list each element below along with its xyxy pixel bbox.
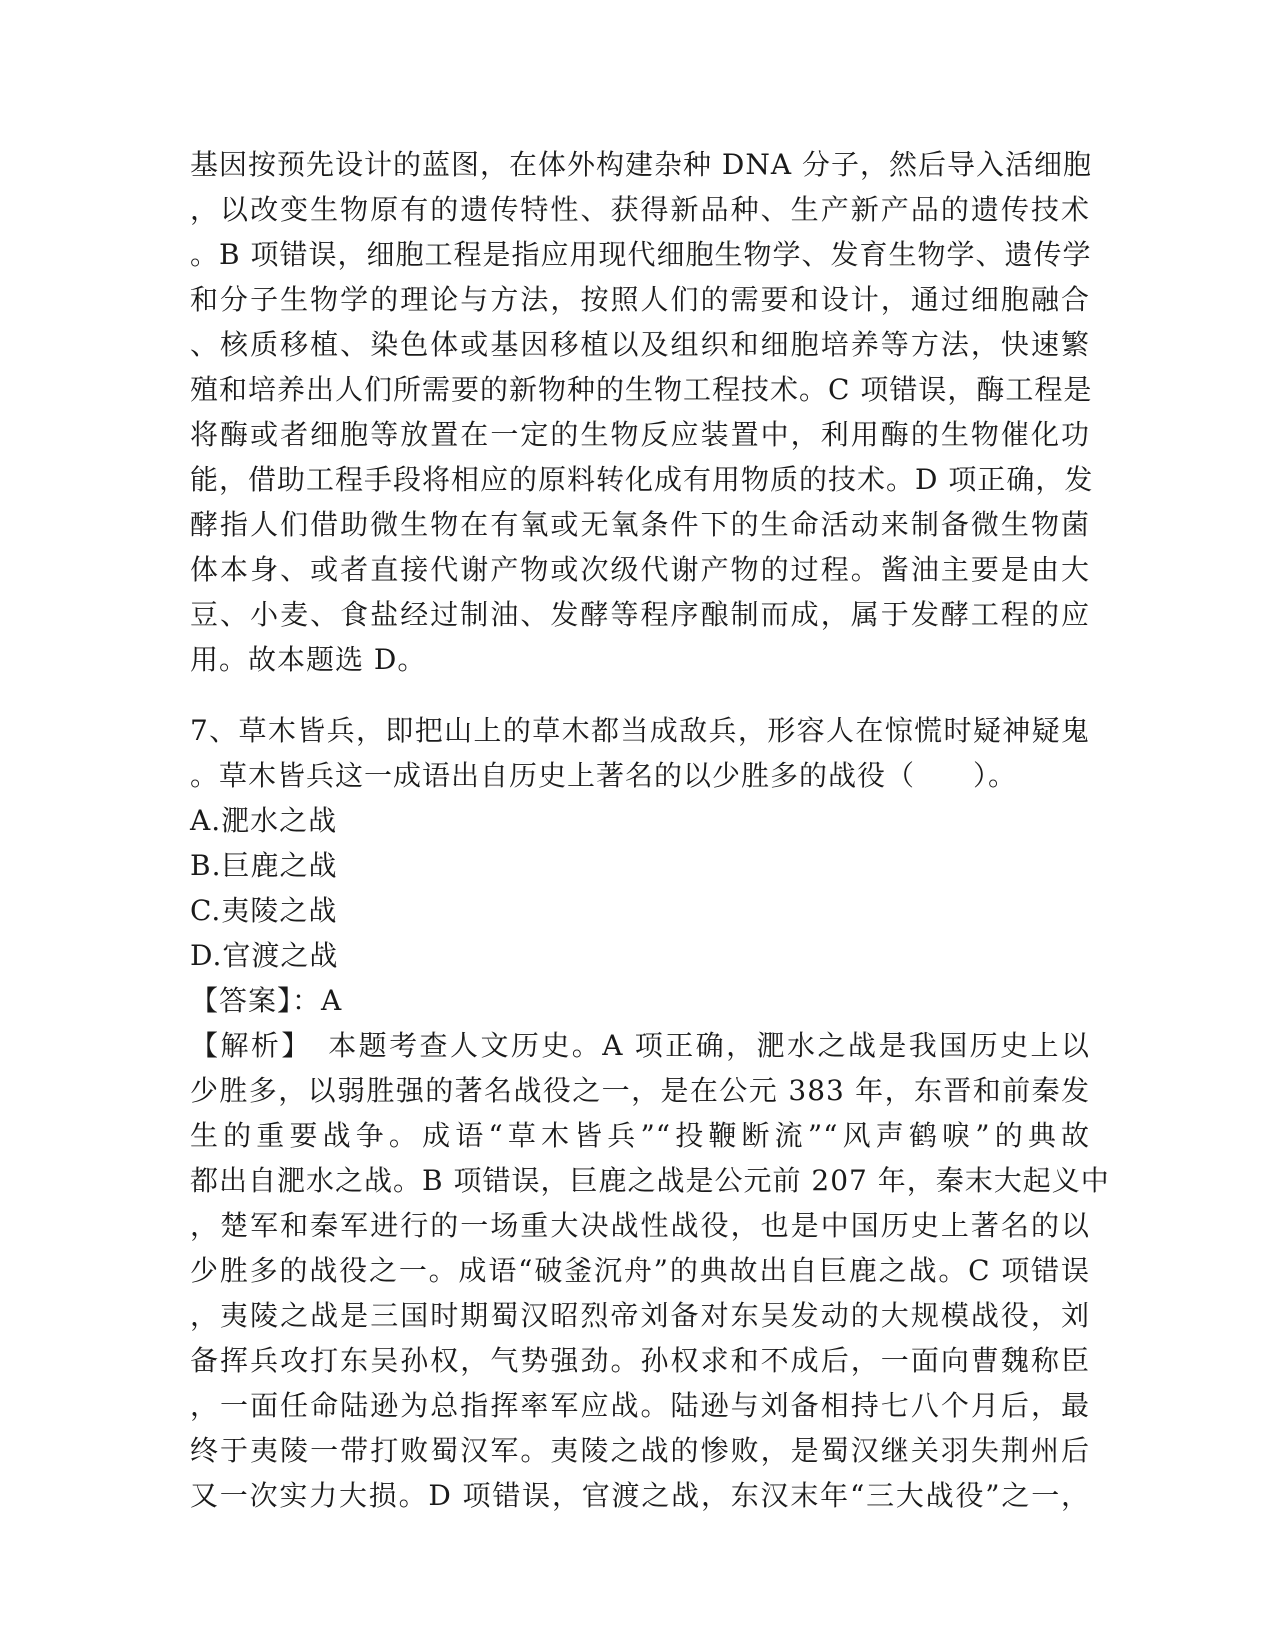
previous-analysis-continuation — [190, 142, 1094, 682]
analysis-line: ，楚军和秦军进行的一场重大决战性战役，也是中国历史上著名的以 — [190, 1209, 1090, 1242]
question-7 — [190, 708, 1110, 1518]
option-c: C.夷陵之战 — [190, 894, 338, 927]
text-line: 用。故本题选 D。 — [190, 643, 427, 676]
text-line: 将酶或者细胞等放置在一定的生物反应装置中，利用酶的生物催化功 — [190, 418, 1090, 451]
text-line: 和分子生物学的理论与方法，按照人们的需要和设计，通过细胞融合 — [190, 283, 1090, 316]
question-stem — [190, 708, 1090, 798]
analysis-line: ，夷陵之战是三国时期蜀汉昭烈帝刘备对东吴发动的大规模战役，刘 — [190, 1299, 1090, 1332]
text-line: 、核质移植、染色体或基因移植以及组织和细胞培养等方法，快速繁 — [190, 328, 1090, 361]
text-line: 酵指人们借助微生物在有氧或无氧条件下的生命活动来制备微生物菌 — [190, 508, 1090, 541]
analysis-line: ，一面任命陆逊为总指挥率军应战。陆逊与刘备相持七八个月后，最 — [190, 1389, 1090, 1422]
question-options — [190, 798, 1090, 978]
text-line: 能，借助工程手段将相应的原料转化成有用物质的技术。D 项正确，发 — [190, 463, 1094, 496]
option-d: D.官渡之战 — [190, 939, 339, 972]
text-line: 豆、小麦、食盐经过制油、发酵等程序酿制而成，属于发酵工程的应 — [190, 598, 1090, 631]
question-stem-line: 。草木皆兵这一成语出自历史上著名的以少胜多的战役（ ）。 — [190, 759, 1018, 792]
text-line: ，以改变生物原有的遗传特性、获得新品种、生产新产品的遗传技术 — [190, 193, 1090, 226]
question-stem-line: 7、草木皆兵，即把山上的草木都当成敌兵，形容人在惊慌时疑神疑鬼 — [190, 714, 1090, 747]
analysis-line: 都出自淝水之战。B 项错误，巨鹿之战是公元前 207 年，秦末大起义中 — [190, 1164, 1110, 1197]
analysis-line: 【解析】 本题考查人文历史。A 项正确，淝水之战是我国历史上以 — [190, 1029, 1090, 1062]
analysis-line: 生的重要战争。成语“草木皆兵”“投鞭断流”“风声鹤唳”的典故 — [190, 1119, 1090, 1152]
text-line: 。B 项错误，细胞工程是指应用现代细胞生物学、发育生物学、遗传学 — [190, 238, 1092, 271]
analysis-line: 又一次实力大损。D 项错误，官渡之战，东汉末年“三大战役”之一， — [190, 1479, 1090, 1512]
option-b: B.巨鹿之战 — [190, 849, 338, 882]
page-content — [190, 142, 1110, 1518]
answer-line: 【答案】：A — [190, 984, 343, 1017]
paragraph-gap — [190, 682, 1090, 708]
text-line: 基因按预先设计的蓝图，在体外构建杂种 DNA 分子，然后导入活细胞 — [190, 148, 1092, 181]
analysis-line: 终于夷陵一带打败蜀汉军。夷陵之战的惨败，是蜀汉继关羽失荆州后 — [190, 1434, 1090, 1467]
analysis-line: 少胜多的战役之一。成语“破釜沉舟”的典故出自巨鹿之战。C 项错误 — [190, 1254, 1090, 1287]
option-a: A.淝水之战 — [190, 804, 338, 837]
analysis-line: 少胜多，以弱胜强的著名战役之一，是在公元 383 年，东晋和前秦发 — [190, 1074, 1090, 1107]
text-line: 殖和培养出人们所需要的新物种的生物工程技术。C 项错误，酶工程是 — [190, 373, 1093, 406]
analysis-line: 备挥兵攻打东吴孙权，气势强劲。孙权求和不成后，一面向曹魏称臣 — [190, 1344, 1090, 1377]
text-line: 体本身、或者直接代谢产物或次级代谢产物的过程。酱油主要是由大 — [190, 553, 1090, 586]
analysis-block — [190, 1023, 1110, 1518]
